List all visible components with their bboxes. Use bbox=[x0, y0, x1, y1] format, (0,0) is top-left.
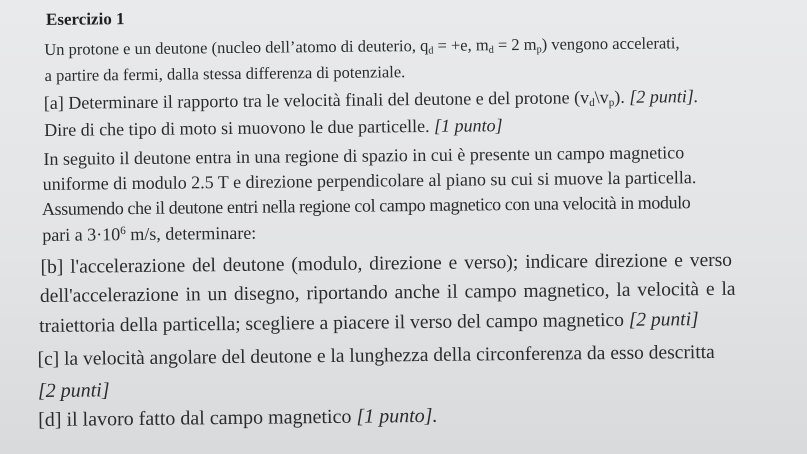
exercise-title: Esercizio 1 bbox=[45, 9, 125, 29]
subscript: d bbox=[428, 45, 434, 57]
text-segment: [d] il lavoro fatto dal campo magnetico bbox=[38, 405, 357, 432]
text-segment: ) vengono accelerati, bbox=[541, 33, 680, 54]
text-segment: traiettoria della particella; scegliere a piacere il verso del campo magnetico bbox=[39, 309, 629, 338]
subscript: p bbox=[608, 96, 615, 109]
text-line-4 bbox=[44, 116, 503, 139]
text-line-2: a partire da fermi, dalla stessa differenza di potenziale. bbox=[44, 62, 406, 85]
text-line-14 bbox=[38, 406, 438, 430]
text-line-10: dell'accelerazione in un disegno, riportando anche il campo magnetico, la velocità e la bbox=[39, 278, 736, 308]
text-segment: Dire di che tipo di moto si muovono le due particelle. bbox=[44, 115, 435, 140]
text-line-7: Assumendo che il deutone entri nella regione col campo magnetico con una velocità in modulo bbox=[41, 192, 691, 219]
text-line-5: In seguito il deutone entra in una regione di spazio in cui è presente un campo magnetico bbox=[43, 142, 685, 169]
text-segment: = +e, m bbox=[433, 35, 489, 55]
subscript: p bbox=[536, 44, 542, 56]
text-segment: \v bbox=[594, 87, 609, 108]
text-segment: m/s, determinare: bbox=[125, 222, 257, 245]
text-line-9: [b] l'accelerazione del deutone (modulo, direzione e verso); indicare direzione e verso bbox=[40, 249, 733, 279]
text-line-3 bbox=[44, 87, 699, 115]
text-line-6: uniforme di modulo 2.5 T e direzione perpendicolare al piano su cui si muove la particella. bbox=[42, 167, 697, 194]
superscript: 6 bbox=[120, 224, 126, 238]
text-line-8 bbox=[42, 224, 256, 244]
points-label: [2 punti] bbox=[628, 309, 699, 331]
text-segment: Un protone e un deutone (nucleo dell’atomo di deuterio, q bbox=[44, 35, 429, 59]
text-line-12: [c] la velocità angolare del deutone e la lunghezza della circonferenza da esso descritta bbox=[37, 341, 715, 371]
subscript: d bbox=[589, 96, 595, 110]
text-segment: = 2 m bbox=[493, 34, 537, 55]
text-line-1 bbox=[44, 35, 679, 60]
text-segment: ). bbox=[614, 86, 630, 107]
text-line-13: [2 punti] bbox=[37, 379, 110, 403]
text-segment: [a] Determinare il rapporto tra le velocità finali del deutone e del protone (v bbox=[43, 87, 590, 113]
subscript: d bbox=[488, 44, 494, 56]
points-label: [1 punto]. bbox=[356, 404, 438, 428]
text-line-11 bbox=[39, 310, 699, 336]
points-label: [2 punti]. bbox=[629, 86, 699, 107]
points-label: [1 punto] bbox=[433, 115, 503, 136]
text-segment: pari a 3·10 bbox=[42, 224, 121, 245]
